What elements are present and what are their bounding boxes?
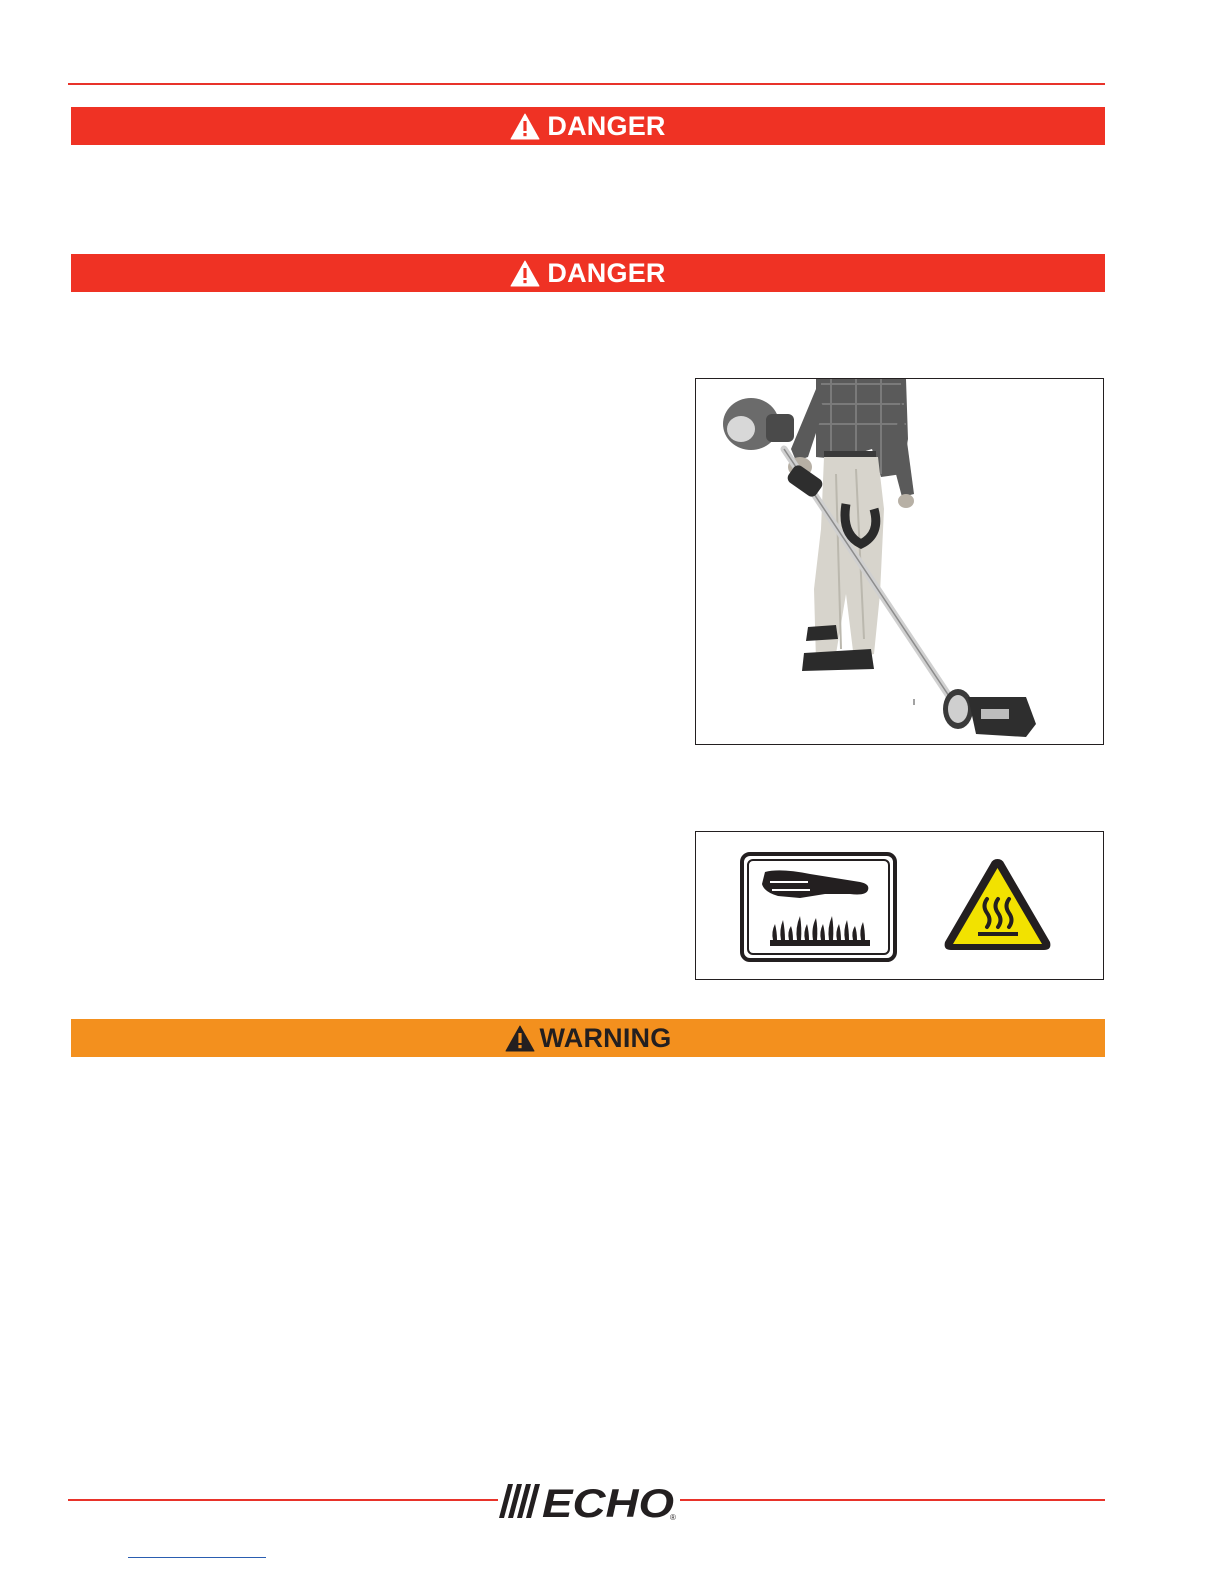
banner-label: WARNING: [539, 1022, 672, 1053]
echo-logo: [498, 1480, 680, 1522]
danger-banner: [71, 254, 1105, 292]
hot-surface-figure: [695, 831, 1104, 980]
operator-with-edger-photo: [696, 379, 1103, 744]
svg-text:ECHO: ECHO: [542, 1482, 674, 1522]
banner-label: DANGER: [547, 257, 666, 288]
hand-over-hot-surface-icon: [740, 852, 897, 962]
footer-rule-right: [680, 1499, 1105, 1501]
warning-triangle-icon: [510, 260, 540, 287]
danger-banner: [71, 107, 1105, 145]
operator-photo-figure: [695, 378, 1104, 745]
banner-label: DANGER: [547, 110, 666, 141]
warning-triangle-icon: [510, 113, 540, 140]
hot-surface-warning-icon: [940, 854, 1055, 954]
footer-rule-left: [68, 1499, 498, 1501]
registered-mark: ®: [670, 1513, 676, 1522]
warning-banner: [71, 1019, 1105, 1057]
header-rule: [68, 83, 1105, 85]
warning-triangle-icon: [505, 1025, 535, 1052]
link-underline: [128, 1557, 266, 1558]
